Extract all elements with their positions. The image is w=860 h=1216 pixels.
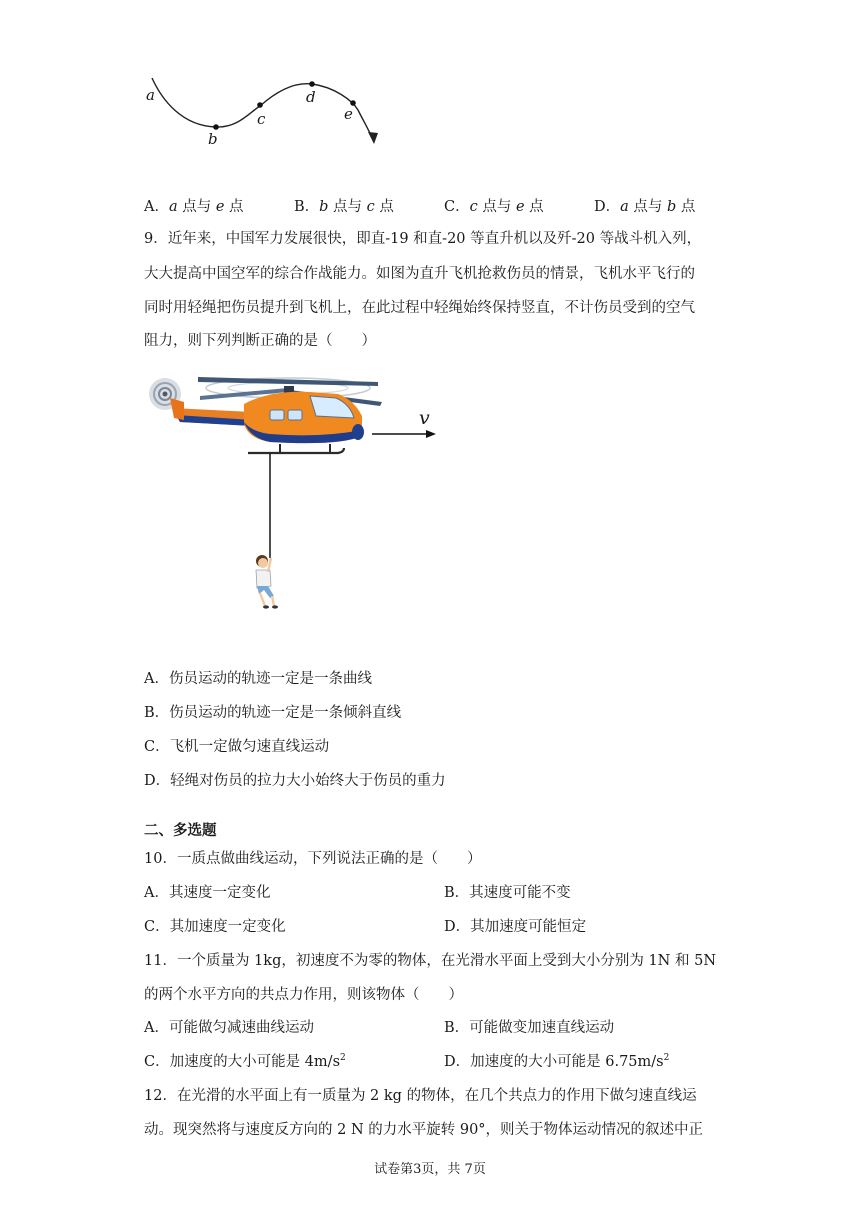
option-point: e	[215, 199, 225, 215]
velocity-label: v	[419, 407, 430, 429]
superscript: 2	[663, 1053, 670, 1064]
option-text: 点	[224, 199, 244, 215]
option-point: b	[319, 199, 329, 215]
option-point: b	[667, 199, 677, 215]
q9-stem-line-3: 同时用轻绳把伤员提升到飞机上，在此过程中轻绳始终保持竖直，不计伤员受到的空气	[144, 300, 695, 316]
q11-option-a[interactable]: A．可能做匀减速曲线运动	[144, 1020, 314, 1036]
point-label-e: e	[344, 105, 353, 123]
q9-option-a[interactable]: A．伤员运动的轨迹一定是一条曲线	[144, 671, 372, 687]
option-point: a	[620, 199, 629, 215]
option-text: 点与	[628, 199, 668, 215]
q11-option-c[interactable]	[144, 1052, 346, 1072]
point-label-c: c	[257, 110, 266, 128]
option-text: 点与	[177, 199, 216, 215]
q12-stem-line-1: 12．在光滑的水平面上有一质量为 2 kg 的物体，在几个共点力的作用下做匀速直线运	[144, 1088, 697, 1104]
q9-stem-line-4: 阻力，则下列判断正确的是（ ）	[144, 333, 376, 349]
option-key: A．	[144, 199, 169, 215]
q8-option-c[interactable]	[444, 197, 544, 217]
q10-option-d[interactable]: D．其加速度可能恒定	[444, 919, 587, 935]
q11-option-b[interactable]: B．可能做变加速直线运动	[444, 1020, 615, 1036]
point-label-a: a	[146, 86, 155, 104]
option-text: 点	[524, 199, 544, 215]
superscript: 2	[340, 1053, 346, 1064]
option-key: B．	[294, 199, 320, 215]
q10-option-c[interactable]: C．其加速度一定变化	[144, 919, 286, 935]
q8-option-b[interactable]	[294, 197, 394, 217]
q10-stem: 10．一质点做曲线运动，下列说法正确的是（ ）	[144, 851, 482, 867]
option-text: 点与	[328, 199, 367, 215]
q10-option-b[interactable]: B．其速度可能不变	[444, 885, 571, 901]
q8-option-a[interactable]	[144, 197, 244, 217]
q9-option-b[interactable]: B．伤员运动的轨迹一定是一条倾斜直线	[144, 705, 402, 721]
q8-option-d[interactable]	[594, 197, 695, 217]
q9-option-c[interactable]: C．飞机一定做匀速直线运动	[144, 739, 330, 755]
q10-option-a[interactable]: A．其速度一定变化	[144, 885, 271, 901]
point-d	[309, 81, 315, 87]
q9-stem-line-2: 大大提高中国空军的综合作战能力。如图为直升飞机抢救伤员的情景，飞机水平飞行的	[144, 266, 695, 282]
q9-stem-line-1: 9．近年来，中国军力发展很快，即直-19 和直-20 等直升机以及歼-20 等战斗机入列，	[144, 231, 702, 247]
option-point: c	[366, 199, 375, 215]
velocity-arrow-head	[426, 430, 436, 438]
q11-stem-line-1: 11．一个质量为 1kg，初速度不为零的物体，在光滑水平面上受到大小分别为 1N 和 5N	[144, 953, 717, 969]
point-label-d: d	[306, 88, 316, 106]
q12-stem-line-2: 动。现突然将与速度反方向的 2 N 的力水平旋转 90°，则关于物体运动情况的叙述中正	[144, 1122, 704, 1138]
point-b	[213, 124, 219, 130]
option-point: c	[469, 199, 478, 215]
option-text: D．加速度的大小可能是 6.75m/s	[444, 1054, 664, 1070]
point-label-b: b	[208, 130, 218, 148]
option-key: D．	[594, 199, 621, 215]
option-text: 点与	[477, 199, 516, 215]
injured-person-icon	[256, 555, 278, 609]
option-text: 点	[676, 199, 696, 215]
point-c	[257, 102, 263, 108]
option-key: C．	[444, 199, 470, 215]
page-footer: 试卷第3页，共 7页	[374, 1162, 486, 1177]
helicopter-rescue-illustration	[140, 360, 460, 620]
option-text: 点	[374, 199, 394, 215]
q11-stem-line-2: 的两个水平方向的共点力作用，则该物体（ ）	[144, 987, 463, 1003]
option-point: e	[515, 199, 525, 215]
q11-option-d[interactable]	[444, 1052, 669, 1072]
trajectory-arrow-head	[368, 132, 378, 144]
option-point: a	[168, 199, 178, 215]
section-title-multiple-choice: 二、多选题	[144, 822, 217, 839]
q9-option-d[interactable]: D．轻绳对伤员的拉力大小始终大于伤员的重力	[144, 773, 446, 789]
option-text: C．加速度的大小可能是 4m/s	[144, 1054, 341, 1070]
